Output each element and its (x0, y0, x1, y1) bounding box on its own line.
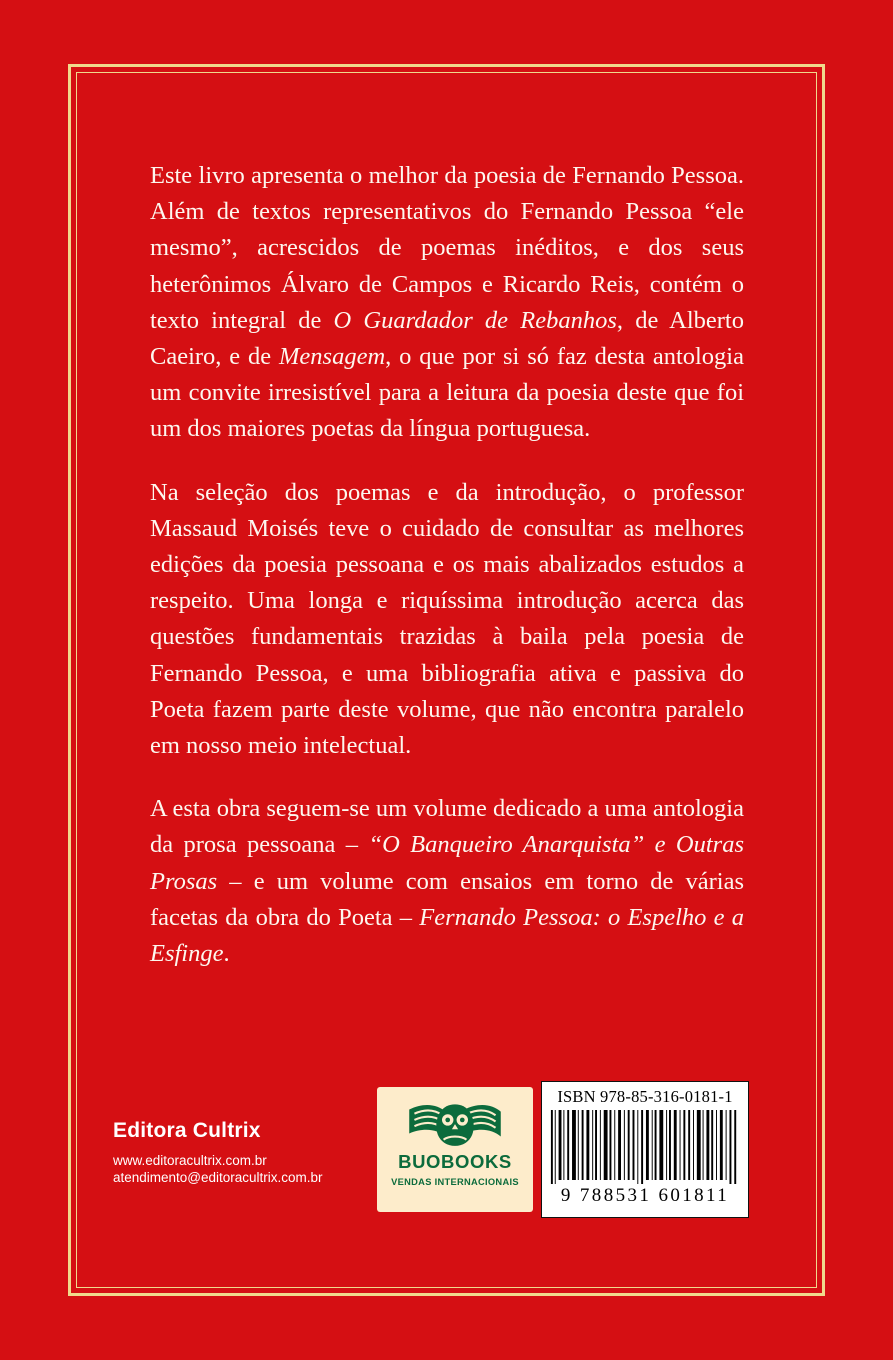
buobooks-logo (377, 1087, 533, 1212)
blurb-p3-segment-3: . (223, 940, 230, 968)
barcode-image (549, 1110, 741, 1184)
buobooks-name: BUOBOOKS (398, 1151, 512, 1172)
publisher-website[interactable]: www.editoracultrix.com.br (113, 1153, 267, 1168)
publisher-block (113, 1119, 373, 1186)
buobooks-tagline: VENDAS INTERNACIONAIS (391, 1177, 519, 1187)
blurb-p1-segment-1: Este livro apresenta o melhor da poesia de Fernando Pessoa. Além de textos representativos do Fernando Pessoa “ele mesmo”, acrescidos de poemas inéditos, e dos seus heterônimos Álvaro de Campos e Ricardo Reis, contém o texto integral de (150, 162, 744, 334)
blurb-paragraph-2: Na seleção dos poemas e da introdução, o professor Massaud Moisés teve o cuidado de consultar as melhores edições da poesia pessoana e os mais abalizados estudos a respeito. Uma longa e riquíssima introdução acerca das questões fundamentais trazidas à baila pela poesia de Fernando Pessoa, e uma bibliografia ativa e passiva do Poeta fazem parte deste volume, que não encontra paralelo em nosso meio intelectual. (150, 478, 744, 760)
blurb-p1-title-2: Mensagem (279, 343, 386, 371)
isbn-barcode-block (541, 1081, 749, 1218)
blurb-p1-title-1: O Guardador de Rebanhos (333, 306, 617, 334)
blurb-p3-title-1: “O Banqueiro Anarquista” e Outras Prosas (150, 831, 744, 895)
cover-footer (113, 1081, 781, 1221)
blurb-p1-segment-2: , de Alberto Caeiro, e de (150, 306, 744, 371)
publisher-name: Editora Cultrix (113, 1119, 261, 1142)
blurb-p1-segment-3: , o que por si só faz desta antologia um convite irresistível para a leitura da poesia deste que foi um dos maiores poetas da língua portuguesa. (150, 343, 744, 443)
blurb-paragraph-1 (150, 158, 744, 448)
blurb-paragraph-3 (150, 791, 744, 972)
blurb-p3-segment-1: A esta obra seguem-se um volume dedicado a uma antologia da prosa pessoana – (150, 795, 744, 859)
owl-book-icon (403, 1096, 507, 1148)
isbn-label: ISBN 978-85-316-0181-1 (557, 1087, 733, 1106)
publisher-email[interactable]: atendimento@editoracultrix.com.br (113, 1170, 323, 1185)
isbn-barcode-digits: 9 788531 601811 (560, 1185, 730, 1206)
blurb-p3-segment-2: – e um volume com ensaios em torno de várias facetas da obra do Poeta – (150, 867, 744, 931)
blurb-text-block (150, 158, 744, 972)
blurb-p3-title-2: Fernando Pessoa: o Espelho e a Esfinge (150, 903, 745, 968)
